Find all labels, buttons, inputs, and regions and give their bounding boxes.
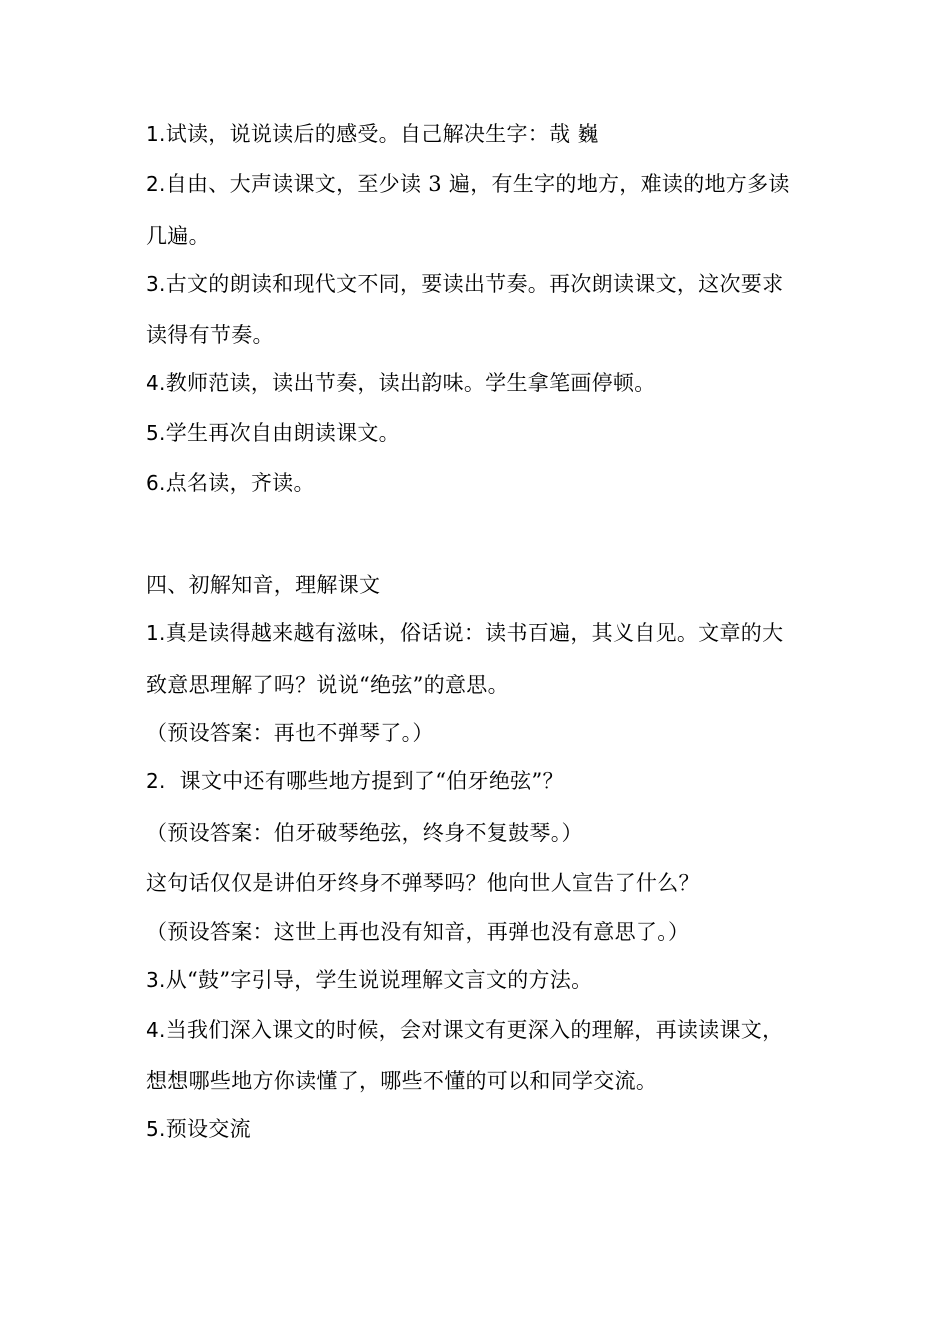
item-number: 2. — [146, 172, 166, 196]
line-text: 这句话仅仅是讲伯牙终身不弹琴吗？他向世人宣告了什么？ — [146, 871, 700, 895]
item-number: 2. — [146, 769, 166, 793]
line-text: 从“鼓”字引导，学生说说理解文言文的方法。 — [165, 968, 593, 992]
line-8 — [146, 469, 816, 497]
line-text: 学生再次自由朗读课文。 — [165, 421, 400, 445]
line-text: 几遍。 — [146, 224, 210, 248]
line-text: （预设答案：伯牙破琴绝弦，终身不复鼓琴。） — [146, 821, 583, 845]
line-15 — [146, 869, 816, 897]
item-number: 5. — [146, 1117, 166, 1141]
item-number: 1. — [146, 122, 166, 146]
line-text: （预设答案：再也不弹琴了。） — [146, 721, 434, 745]
line-12 — [146, 719, 816, 747]
line-13 — [146, 767, 816, 795]
item-number: 4. — [146, 1018, 166, 1042]
line-text: （预设答案：这世上再也没有知音，再弹也没有意思了。） — [146, 920, 690, 944]
line-text: 四、初解知音，理解课文 — [146, 573, 381, 597]
line-text: 教师范读，读出节奏，读出韵味。学生拿笔画停顿。 — [165, 371, 656, 395]
line-17 — [146, 966, 816, 994]
line-1 — [146, 120, 816, 148]
line-5 — [146, 321, 816, 349]
line-text: 点名读，齐读。 — [165, 471, 315, 495]
line-18 — [146, 1016, 816, 1044]
line-text: 真是读得越来越有滋味，俗话说：读书百遍，其义自见。文章的大 — [165, 621, 784, 645]
line-text: 致意思理解了吗？说说“绝弦”的意思。 — [146, 673, 509, 697]
line-19 — [146, 1067, 816, 1095]
line-20 — [146, 1115, 816, 1143]
line-text: 预设交流 — [165, 1117, 251, 1141]
line-4 — [146, 270, 816, 298]
line-10 — [146, 619, 816, 647]
line-text: 自由、大声读课文，至少读 3 遍，有生字的地方，难读的地方多读 — [165, 172, 790, 196]
line-2 — [146, 170, 816, 198]
line-text: 读得有节奏。 — [146, 323, 274, 347]
line-text: 课文中还有哪些地方提到了“伯牙绝弦”？ — [165, 769, 564, 793]
item-number: 1. — [146, 621, 166, 645]
item-number: 3. — [146, 272, 166, 296]
line-text: 古文的朗读和现代文不同，要读出节奏。再次朗读课文，这次要求 — [165, 272, 784, 296]
item-number: 4. — [146, 371, 166, 395]
line-16 — [146, 918, 816, 946]
line-14 — [146, 819, 816, 847]
item-number: 5. — [146, 421, 166, 445]
line-text: 当我们深入课文的时候，会对课文有更深入的理解，再读读课文， — [165, 1018, 784, 1042]
section-heading — [146, 571, 816, 599]
item-number: 3. — [146, 968, 166, 992]
line-6 — [146, 369, 816, 397]
item-number: 6. — [146, 471, 166, 495]
line-7 — [146, 419, 816, 447]
line-3 — [146, 222, 816, 250]
line-text: 想想哪些地方你读懂了，哪些不懂的可以和同学交流。 — [146, 1069, 658, 1093]
line-text: 试读，说说读后的感受。自己解决生字：哉 巍 — [165, 122, 599, 146]
line-11 — [146, 671, 816, 699]
